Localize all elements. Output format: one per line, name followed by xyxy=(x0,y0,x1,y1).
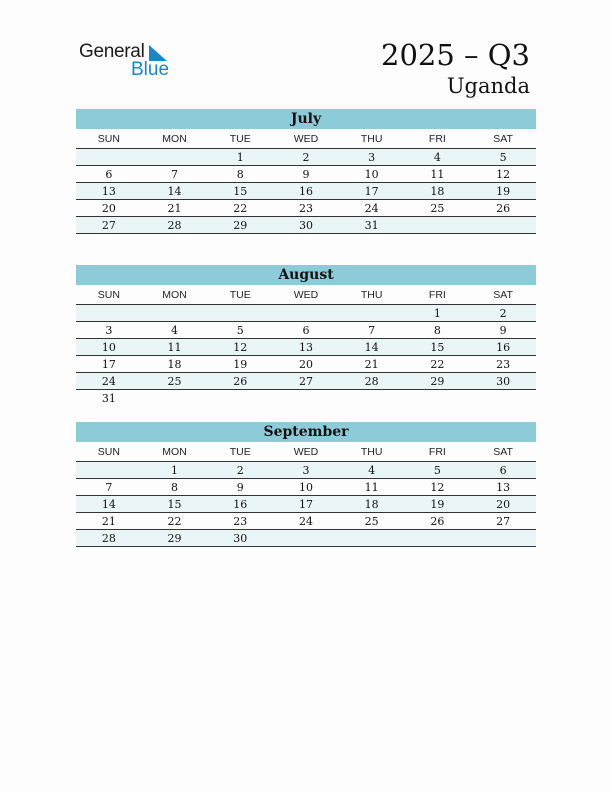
weekday-header: TUE xyxy=(207,442,273,462)
day-cell: 8 xyxy=(142,479,208,496)
day-cell: 27 xyxy=(470,513,536,530)
day-cell: 13 xyxy=(470,479,536,496)
day-cell: 1 xyxy=(405,305,471,322)
day-cell: 22 xyxy=(142,513,208,530)
month-title: September xyxy=(76,422,536,442)
weekday-header: WED xyxy=(273,129,339,149)
day-cell: 8 xyxy=(405,322,471,339)
day-cell: 20 xyxy=(273,356,339,373)
day-cell: 24 xyxy=(339,200,405,217)
day-cell xyxy=(470,530,536,547)
day-cell: 2 xyxy=(470,305,536,322)
day-cell: 11 xyxy=(405,166,471,183)
day-cell: 6 xyxy=(273,322,339,339)
weekday-header-row xyxy=(76,285,536,305)
day-cell: 10 xyxy=(273,479,339,496)
day-cell: 17 xyxy=(339,183,405,200)
day-cell: 11 xyxy=(142,339,208,356)
day-cell: 2 xyxy=(273,149,339,166)
day-cell xyxy=(76,149,142,166)
day-cell: 28 xyxy=(142,217,208,234)
weekday-header: TUE xyxy=(207,285,273,305)
day-cell xyxy=(207,390,273,407)
day-cell: 21 xyxy=(142,200,208,217)
day-cell: 14 xyxy=(76,496,142,513)
day-cell: 12 xyxy=(405,479,471,496)
day-cell: 19 xyxy=(207,356,273,373)
weekday-header: THU xyxy=(339,285,405,305)
day-cell: 12 xyxy=(470,166,536,183)
month-grid xyxy=(76,285,536,406)
day-cell: 5 xyxy=(405,462,471,479)
day-cell: 1 xyxy=(207,149,273,166)
day-cell: 13 xyxy=(273,339,339,356)
day-cell: 27 xyxy=(273,373,339,390)
day-cell: 3 xyxy=(76,322,142,339)
day-cell: 29 xyxy=(207,217,273,234)
day-cell: 9 xyxy=(470,322,536,339)
week-row xyxy=(76,200,536,217)
day-cell: 20 xyxy=(76,200,142,217)
day-cell xyxy=(207,305,273,322)
week-row xyxy=(76,305,536,322)
day-cell xyxy=(339,530,405,547)
day-cell: 19 xyxy=(470,183,536,200)
day-cell: 18 xyxy=(405,183,471,200)
day-cell: 15 xyxy=(142,496,208,513)
month-calendar-august xyxy=(76,265,536,406)
weekday-header: SUN xyxy=(76,129,142,149)
day-cell: 19 xyxy=(405,496,471,513)
logo-text-blue: Blue xyxy=(131,59,170,80)
logo-text-general: General xyxy=(79,41,145,62)
weekday-header: THU xyxy=(339,442,405,462)
weekday-header: FRI xyxy=(405,442,471,462)
day-cell: 13 xyxy=(76,183,142,200)
day-cell: 18 xyxy=(339,496,405,513)
week-row xyxy=(76,479,536,496)
day-cell: 25 xyxy=(339,513,405,530)
weekday-header: MON xyxy=(142,129,208,149)
month-title: August xyxy=(76,265,536,285)
day-cell: 4 xyxy=(405,149,471,166)
day-cell xyxy=(273,305,339,322)
day-cell: 26 xyxy=(470,200,536,217)
day-cell: 30 xyxy=(470,373,536,390)
day-cell xyxy=(339,305,405,322)
day-cell: 31 xyxy=(339,217,405,234)
day-cell: 25 xyxy=(405,200,471,217)
day-cell xyxy=(405,217,471,234)
weekday-header-row xyxy=(76,442,536,462)
day-cell: 22 xyxy=(405,356,471,373)
day-cell: 2 xyxy=(207,462,273,479)
weekday-header: MON xyxy=(142,442,208,462)
month-calendar-september xyxy=(76,422,536,547)
day-cell xyxy=(273,530,339,547)
day-cell: 7 xyxy=(339,322,405,339)
day-cell xyxy=(470,217,536,234)
day-cell: 6 xyxy=(76,166,142,183)
day-cell: 27 xyxy=(76,217,142,234)
week-row xyxy=(76,217,536,234)
day-cell: 14 xyxy=(339,339,405,356)
weekday-header: FRI xyxy=(405,285,471,305)
day-cell: 9 xyxy=(207,479,273,496)
day-cell: 24 xyxy=(273,513,339,530)
day-cell: 15 xyxy=(207,183,273,200)
week-row xyxy=(76,373,536,390)
day-cell: 8 xyxy=(207,166,273,183)
weekday-header: WED xyxy=(273,285,339,305)
weekday-header: TUE xyxy=(207,129,273,149)
weekday-header: FRI xyxy=(405,129,471,149)
day-cell: 21 xyxy=(76,513,142,530)
day-cell xyxy=(405,530,471,547)
day-cell: 12 xyxy=(207,339,273,356)
day-cell: 30 xyxy=(273,217,339,234)
day-cell: 20 xyxy=(470,496,536,513)
day-cell xyxy=(142,305,208,322)
day-cell: 6 xyxy=(470,462,536,479)
day-cell: 23 xyxy=(273,200,339,217)
weekday-header: SUN xyxy=(76,285,142,305)
month-title: July xyxy=(76,109,536,129)
day-cell xyxy=(76,305,142,322)
day-cell: 3 xyxy=(339,149,405,166)
day-cell: 26 xyxy=(405,513,471,530)
day-cell: 9 xyxy=(273,166,339,183)
day-cell: 16 xyxy=(207,496,273,513)
week-row xyxy=(76,322,536,339)
month-grid xyxy=(76,129,536,234)
week-row xyxy=(76,356,536,373)
day-cell: 17 xyxy=(273,496,339,513)
country-label: Uganda xyxy=(446,74,530,98)
day-cell: 29 xyxy=(142,530,208,547)
day-cell: 23 xyxy=(207,513,273,530)
week-row xyxy=(76,530,536,547)
weekday-header: SUN xyxy=(76,442,142,462)
day-cell: 21 xyxy=(339,356,405,373)
day-cell: 10 xyxy=(76,339,142,356)
day-cell: 29 xyxy=(405,373,471,390)
day-cell: 5 xyxy=(207,322,273,339)
day-cell: 4 xyxy=(339,462,405,479)
weekday-header: WED xyxy=(273,442,339,462)
week-row xyxy=(76,390,536,407)
day-cell: 25 xyxy=(142,373,208,390)
day-cell xyxy=(76,462,142,479)
day-cell: 4 xyxy=(142,322,208,339)
day-cell: 28 xyxy=(339,373,405,390)
weekday-header: THU xyxy=(339,129,405,149)
weekday-header: MON xyxy=(142,285,208,305)
day-cell: 7 xyxy=(142,166,208,183)
day-cell: 23 xyxy=(470,356,536,373)
day-cell: 14 xyxy=(142,183,208,200)
day-cell: 22 xyxy=(207,200,273,217)
day-cell: 3 xyxy=(273,462,339,479)
weekday-header-row xyxy=(76,129,536,149)
weekday-header: SAT xyxy=(470,129,536,149)
weekday-header: SAT xyxy=(470,285,536,305)
week-row xyxy=(76,339,536,356)
day-cell: 16 xyxy=(470,339,536,356)
day-cell: 7 xyxy=(76,479,142,496)
day-cell: 18 xyxy=(142,356,208,373)
day-cell: 5 xyxy=(470,149,536,166)
month-grid xyxy=(76,442,536,547)
week-row xyxy=(76,513,536,530)
day-cell: 15 xyxy=(405,339,471,356)
weekday-header: SAT xyxy=(470,442,536,462)
day-cell xyxy=(142,149,208,166)
day-cell xyxy=(273,390,339,407)
week-row xyxy=(76,166,536,183)
day-cell: 1 xyxy=(142,462,208,479)
week-row xyxy=(76,183,536,200)
day-cell xyxy=(470,390,536,407)
day-cell xyxy=(405,390,471,407)
day-cell: 10 xyxy=(339,166,405,183)
week-row xyxy=(76,149,536,166)
day-cell: 28 xyxy=(76,530,142,547)
day-cell xyxy=(339,390,405,407)
day-cell: 24 xyxy=(76,373,142,390)
week-row xyxy=(76,496,536,513)
month-calendar-july xyxy=(76,109,536,234)
page-title: 2025 – Q3 xyxy=(381,38,530,72)
week-row xyxy=(76,462,536,479)
day-cell: 31 xyxy=(101,391,116,405)
day-cell: 16 xyxy=(273,183,339,200)
day-cell: 11 xyxy=(339,479,405,496)
day-cell: 30 xyxy=(207,530,273,547)
day-cell: 26 xyxy=(207,373,273,390)
day-cell xyxy=(142,390,208,407)
generalblue-logo xyxy=(79,41,170,80)
day-cell: 17 xyxy=(76,356,142,373)
